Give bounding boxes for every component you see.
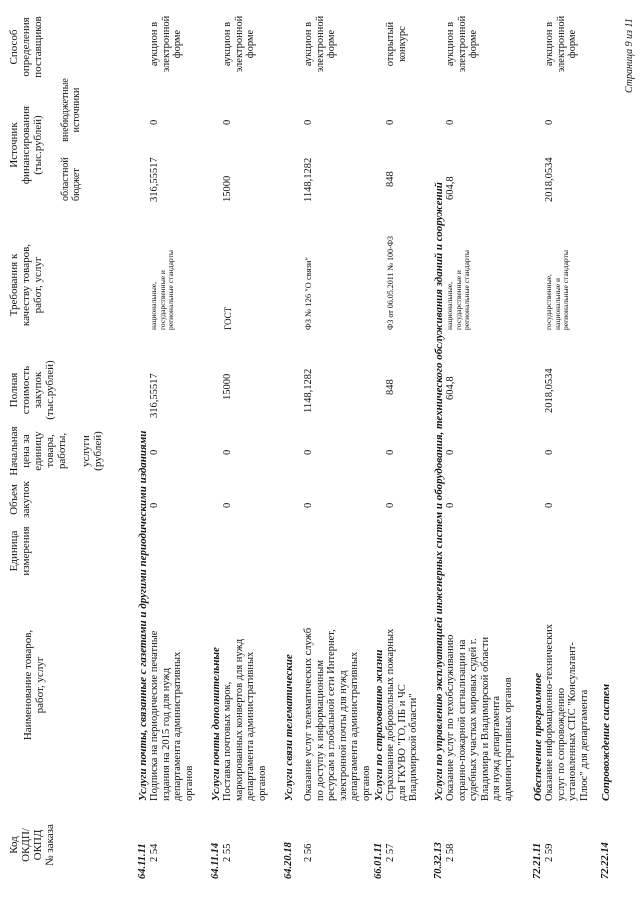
header-req-line: качеству товаров, [20, 243, 32, 327]
header-method-line: Способ [8, 29, 20, 65]
row-name-line: установленных СПС "Консультант- [567, 642, 578, 801]
row-name-line: органов [183, 765, 195, 801]
row-method-line: форме [567, 29, 578, 59]
row-req-line: ФЗ № 126 "О связи" [303, 257, 313, 330]
header-funding-line: Источник [8, 122, 20, 168]
header-extra-line: источники [71, 87, 82, 133]
header-unit-line: измерения [20, 526, 32, 576]
header-price-line: (рублей) [92, 431, 104, 471]
row-name-line: электронной почты для нужд [337, 670, 349, 801]
row-name-line: услуг по сопровождению [555, 687, 567, 801]
row-cost: 15000 [222, 373, 233, 400]
row-name [385, 586, 420, 801]
header-cost-line: (тыс.рублей) [44, 360, 56, 420]
header-code-line: № заказа [44, 824, 56, 866]
row-price: 0 [149, 449, 160, 455]
row-name-line: департамента административных [172, 651, 183, 801]
header-name [22, 570, 46, 800]
row-cost: 604,8 [445, 376, 456, 400]
header-name-line: Наименование товаров, [22, 629, 34, 741]
row-requirements [304, 215, 314, 330]
row-method-line: электронной [555, 15, 567, 73]
row-cost: 848 [385, 379, 396, 395]
row-cost: 2018,0534 [544, 368, 555, 413]
row-req-line: национальные и [552, 278, 562, 330]
row-number: 2 54 [149, 843, 160, 862]
row-name-line: судебных участках мировых судей г. [468, 638, 479, 801]
header-funding-regional [60, 143, 82, 201]
section-code: 66.01.11 [373, 842, 384, 879]
section-code: 64.20.18 [283, 842, 294, 879]
section-title: Услуги почты, связанные с газетами и другими периодическими изданиями [137, 430, 149, 801]
header-price-line: товара, [44, 434, 56, 468]
row-req-line: национальные, [445, 282, 454, 330]
header-initial-price [8, 421, 104, 481]
row-name-line: ресурсам в глобальной сети Интернет, [326, 629, 337, 801]
row-name [544, 586, 590, 801]
row-extra: 0 [149, 119, 160, 125]
row-extra: 0 [445, 119, 456, 125]
header-unit-line: Единица [8, 530, 20, 572]
header-funding [8, 87, 44, 203]
row-method-line: электронной [456, 15, 468, 73]
row-volume: 0 [445, 502, 456, 508]
row-method [445, 11, 480, 77]
row-name-line: департамента административных [349, 651, 360, 801]
row-volume: 0 [385, 502, 396, 508]
row-number: 2 56 [303, 843, 314, 862]
page-number: Страница 9 из 11 [624, 18, 635, 93]
row-name-line: для ГКУВО "ГО, ПБ и ЧС [396, 684, 408, 801]
header-funding-line: финансирования [20, 105, 32, 185]
header-cost-line: стоимость [20, 365, 32, 415]
row-name-line: Страхование добровольных пожарных [385, 628, 396, 801]
header-method [8, 7, 44, 87]
row-name-line: маркированных конвертов для нужд [233, 638, 245, 801]
row-name-line: для нужд департамента [491, 695, 502, 801]
row-price: 0 [303, 449, 314, 455]
row-method [544, 11, 579, 77]
row-method-line: форме [245, 29, 256, 59]
header-price-line: единицу [32, 431, 44, 471]
row-method-line: конкурс [396, 26, 408, 62]
header-code-line: ОКПД [32, 829, 44, 861]
row-requirements [545, 215, 571, 330]
header-method-line: определения [20, 17, 32, 77]
section-title: Сопровождение систем [600, 683, 612, 801]
row-name [445, 586, 514, 801]
header-funding-line: (тыс.рублей) [32, 115, 44, 175]
row-name-line: Владимира и Владимирской области [479, 636, 491, 801]
section-code: 72.22.14 [600, 842, 611, 879]
header-name-line: работ, услуг [34, 656, 46, 714]
header-price-line: услуги [80, 435, 92, 467]
row-regional: 1148,1282 [303, 157, 314, 202]
row-method-line: аукцион в [303, 21, 314, 67]
row-req-line: ФЗ от 06.05.2011 № 100-ФЗ [386, 235, 395, 330]
row-method [222, 11, 257, 77]
section-title: Обеспечение программное [532, 672, 544, 801]
header-method-line: поставщиков [32, 16, 44, 78]
row-price: 0 [222, 449, 233, 455]
row-method-line: аукцион в [544, 21, 555, 67]
row-name-line: Оказание информационно-технических [544, 623, 555, 801]
header-volume-line: Объем [8, 484, 20, 515]
section-title: Услуги связи телематические [283, 654, 295, 801]
row-number: 2 57 [385, 843, 396, 862]
section-title: Услуги по управлению эксплуатацией инженерных систем и оборудования, технического обслуживания зданий и сооружений [433, 182, 445, 801]
row-name-line: административных органов [502, 677, 514, 801]
row-price: 0 [385, 449, 396, 455]
row-extra: 0 [385, 119, 396, 125]
row-req-line: ГОСТ [223, 306, 233, 330]
row-name-line: органов [360, 765, 372, 801]
row-name-line: Оказание услуг телематических служб [303, 627, 314, 801]
section-code: 64.11.14 [210, 842, 221, 879]
header-requirements [8, 225, 44, 345]
row-method [149, 11, 184, 77]
row-cost: 316,55517 [149, 373, 160, 418]
row-method [303, 11, 338, 77]
row-method-line: электронной [314, 15, 326, 73]
row-price: 0 [445, 449, 456, 455]
row-name-line: Владимирской области" [408, 693, 419, 801]
row-method-line: открытый [385, 21, 396, 67]
row-name-line: департамента административных [245, 651, 256, 801]
section-title: Услуги по страхованию жизни [373, 649, 385, 801]
row-cost: 1148,1282 [303, 368, 314, 413]
header-price-line: цена за [20, 434, 32, 468]
row-name [222, 591, 268, 801]
row-name [149, 591, 195, 801]
section-code: 72.21.11 [532, 842, 543, 879]
row-name [303, 586, 372, 801]
section-code: 70.32.13 [433, 842, 444, 879]
row-method-line: аукцион в [445, 21, 456, 67]
row-regional: 15000 [222, 175, 233, 202]
header-price-line: Начальная [8, 426, 20, 476]
row-method-line: форме [326, 29, 337, 59]
row-regional: 604,8 [445, 176, 456, 200]
row-regional: 848 [385, 171, 396, 187]
row-method-line: электронной [233, 15, 245, 73]
header-code-line: ОКДП/ [20, 828, 32, 862]
row-extra: 0 [544, 119, 555, 125]
header-req-line: работ, услуг [32, 256, 44, 314]
row-method-line: аукцион в [149, 21, 160, 67]
row-req-line: государственные и [157, 270, 167, 330]
row-regional: 316,55517 [149, 157, 160, 202]
row-req-line: национальные, [149, 282, 158, 330]
row-requirements [446, 215, 472, 330]
section-title: Услуги почты дополнительные [210, 647, 222, 801]
row-number: 2 59 [544, 843, 555, 862]
header-price-line: работы, [56, 432, 68, 470]
row-number: 2 58 [445, 843, 456, 862]
row-extra: 0 [303, 119, 314, 125]
row-method-line: форме [468, 29, 479, 59]
row-req-line: региональные стандарты [561, 250, 570, 330]
row-method-line: электронной [160, 15, 172, 73]
row-volume: 0 [222, 502, 233, 508]
row-extra: 0 [222, 119, 233, 125]
row-number: 2 55 [222, 843, 233, 862]
row-req-line: региональные стандарты [166, 250, 175, 330]
row-name-line: охранно-пожарной сигнализации на [456, 639, 468, 801]
row-method-line: аукцион в [222, 21, 233, 67]
row-requirements [223, 215, 233, 330]
header-regional-line: областной [60, 157, 71, 201]
row-regional: 2018,0534 [544, 157, 555, 202]
row-req-line: государственные, [544, 274, 553, 330]
row-volume: 0 [303, 502, 314, 508]
header-regional-line: бюджет [71, 168, 82, 201]
row-name-line: Подписка на периодические печатные [149, 630, 160, 801]
row-method-line: форме [172, 29, 183, 59]
row-requirements [150, 215, 176, 330]
row-name-line: органов [256, 765, 268, 801]
row-name-line: Оказание услуг по техобслуживанию [445, 634, 456, 801]
header-extra-line: внебюджетные [60, 78, 71, 142]
row-req-line: государственные и [453, 270, 463, 330]
header-cost-line: Полная [8, 372, 20, 408]
row-req-line: региональные стандарты [462, 250, 471, 330]
header-code-line: Код [8, 836, 20, 854]
row-price: 0 [544, 449, 555, 455]
header-unit [8, 522, 32, 580]
header-volume-line: закупок [20, 481, 32, 518]
header-code [8, 810, 56, 880]
row-requirements [386, 210, 395, 330]
row-name-line: издания на 2015 год для нужд [160, 667, 172, 801]
header-req-line: Требования к [8, 253, 20, 317]
row-name-line: по доступу к информационным [314, 660, 326, 801]
row-method [385, 11, 408, 77]
row-name-line: Поставка почтовых марок, [222, 681, 233, 801]
section-code: 64.11.11 [137, 843, 148, 879]
header-full-cost [8, 355, 56, 425]
row-volume: 0 [544, 502, 555, 508]
row-name-line: Плюс" для департамента [578, 689, 590, 801]
header-cost-line: закупок [32, 371, 44, 409]
row-volume: 0 [149, 502, 160, 508]
header-funding-extra [60, 75, 82, 145]
